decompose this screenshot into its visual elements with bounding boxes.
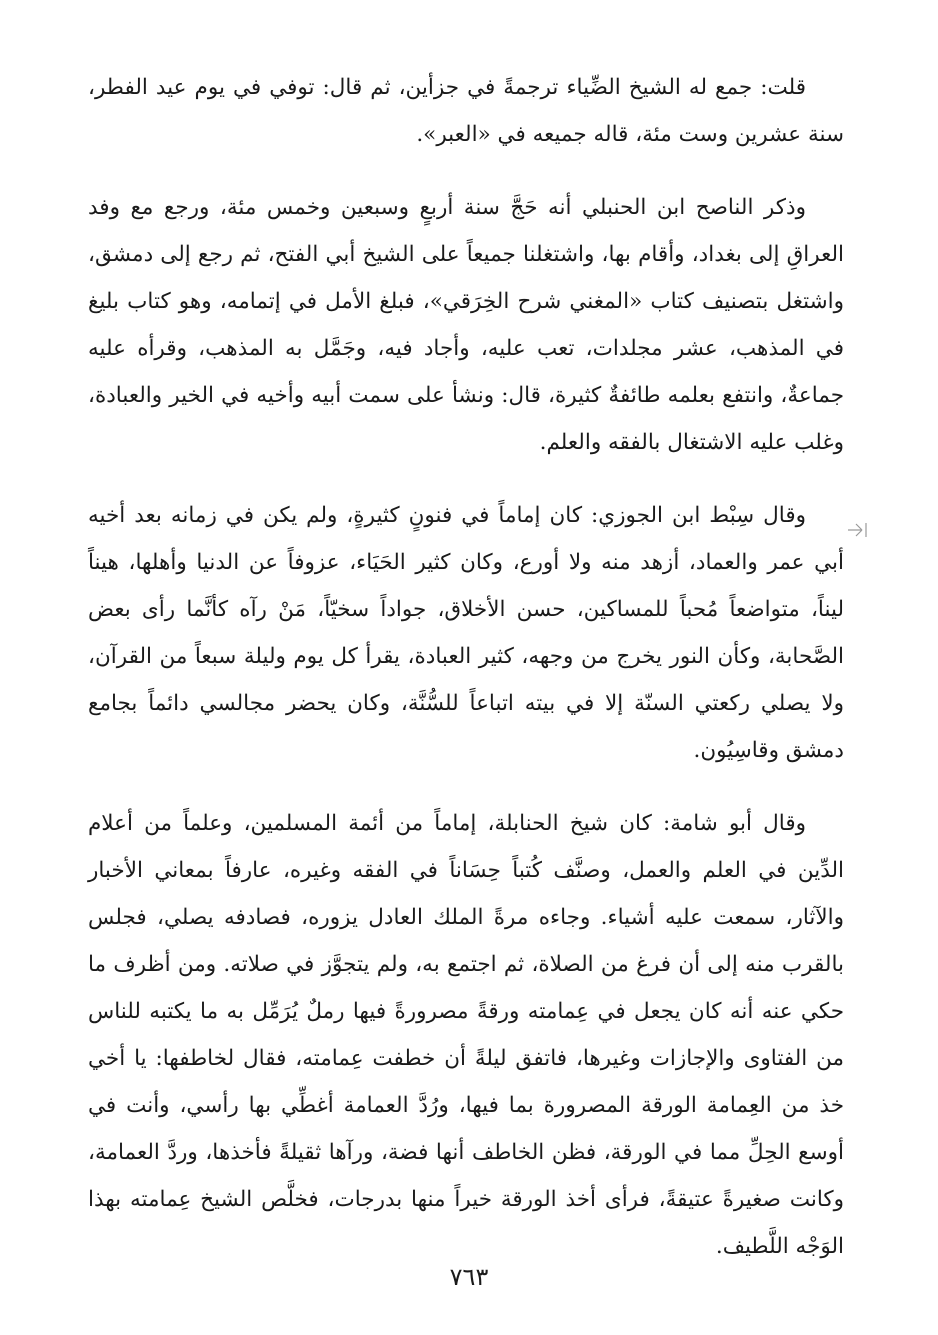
paragraph-4: وقال أبو شامة: كان شيخ الحنابلة، إماماً من أئمة المسلمين، وعلماً من أعلام الدِّين في العلم والعمل، وصنَّف كُتباً حِسَاناً في الفقه وغيره، عارفاً بمعاني الأخبار والآثار، سمعت عليه أشياء. وجاءه مرةً الملك العادل يزوره، فصادفه يصلي، فجلس بالقرب منه إلى أن فرغ من الصلاة، ثم اجتمع به، ولم يتجوَّز في صلاته. ومن أظرف ما حكي عنه أنه كان يجعل في عِمامته ورقةً مصرورةً فيها رملٌ يُرَمِّل به ما يكتبه للناس من الفتاوى والإجازات وغيرها، فاتفق ليلةً أن خطفت عِمامته، فقال لخاطفها: يا أخي خذ من العِمامة الورقة المصرورة بما فيها، ورُدَّ العمامة أغطِّي بها رأسي، وأنت في أوسع الحِلِّ مما في الورقة، فظن الخاطف أنها فضة، ورآها ثقيلةً فأخذها، وردَّ العمامة، وكانت صغيرةً عتيقةً، فرأى أخذ الورقة خيراً منها بدرجات، فخلَّص الشيخ عِمامته بهذا الوَجْه اللَّطيف. [88, 811, 844, 1259]
body-text [88, 64, 844, 1270]
page-number: ٧٦٣ [449, 1263, 489, 1291]
paragraph-3: وقال سِبْط ابن الجوزي: كان إماماً في فنونٍ كثيرةٍ، ولم يكن في زمانه بعد أخيه أبي عمر والعماد، أزهد منه ولا أورع، وكان كثير الحَيَاء، عزوفاً عن الدنيا وأهلها، هيناً ليناً، متواضعاً مُحباً للمساكين، حسن الأخلاق، جواداً سخيّاً، مَنْ رآه كأنَّما رأى بعض الصَّحابة، وكأن النور يخرج من وجهه، كثير العبادة، يقرأ كل يوم وليلة سبعاً من القرآن، ولا يصلي ركعتي السنّة إلا في بيته اتباعاً للسُّنَّة، وكان يحضر مجالسي دائماً بجامع دمشق وقاسِيُون. [88, 503, 844, 763]
paragraph-1: قلت: جمع له الشيخ الضِّياء ترجمةً في جزأين، ثم قال: توفي في يوم عيد الفطر، سنة عشرين وست مئة، قاله جميعه في «العبر». [88, 75, 844, 147]
paragraph-2: وذكر الناصح ابن الحنبلي أنه حَجَّ سنة أربعٍ وسبعين وخمس مئة، ورجع مع وفد العراقِ إلى بغداد، وأقام بها، واشتغلنا جميعاً على الشيخ أبي الفتح، ثم رجع إلى دمشق، واشتغل بتصنيف كتاب «المغني شرح الخِرَقي»، فبلغ الأمل في إتمامه، وهو كتاب بليغ في المذهب، عشر مجلدات، تعب عليه، وأجاد فيه، وجَمَّل به المذهب، وقرأه عليه جماعةٌ، وانتفع بعلمه طائفةٌ كثيرة، قال: ونشأ على سمت أبيه وأخيه في الخير والعبادة، وغلب عليه الاشتغال بالفقه والعلم. [88, 195, 844, 455]
margin-mark-icon [846, 519, 872, 541]
